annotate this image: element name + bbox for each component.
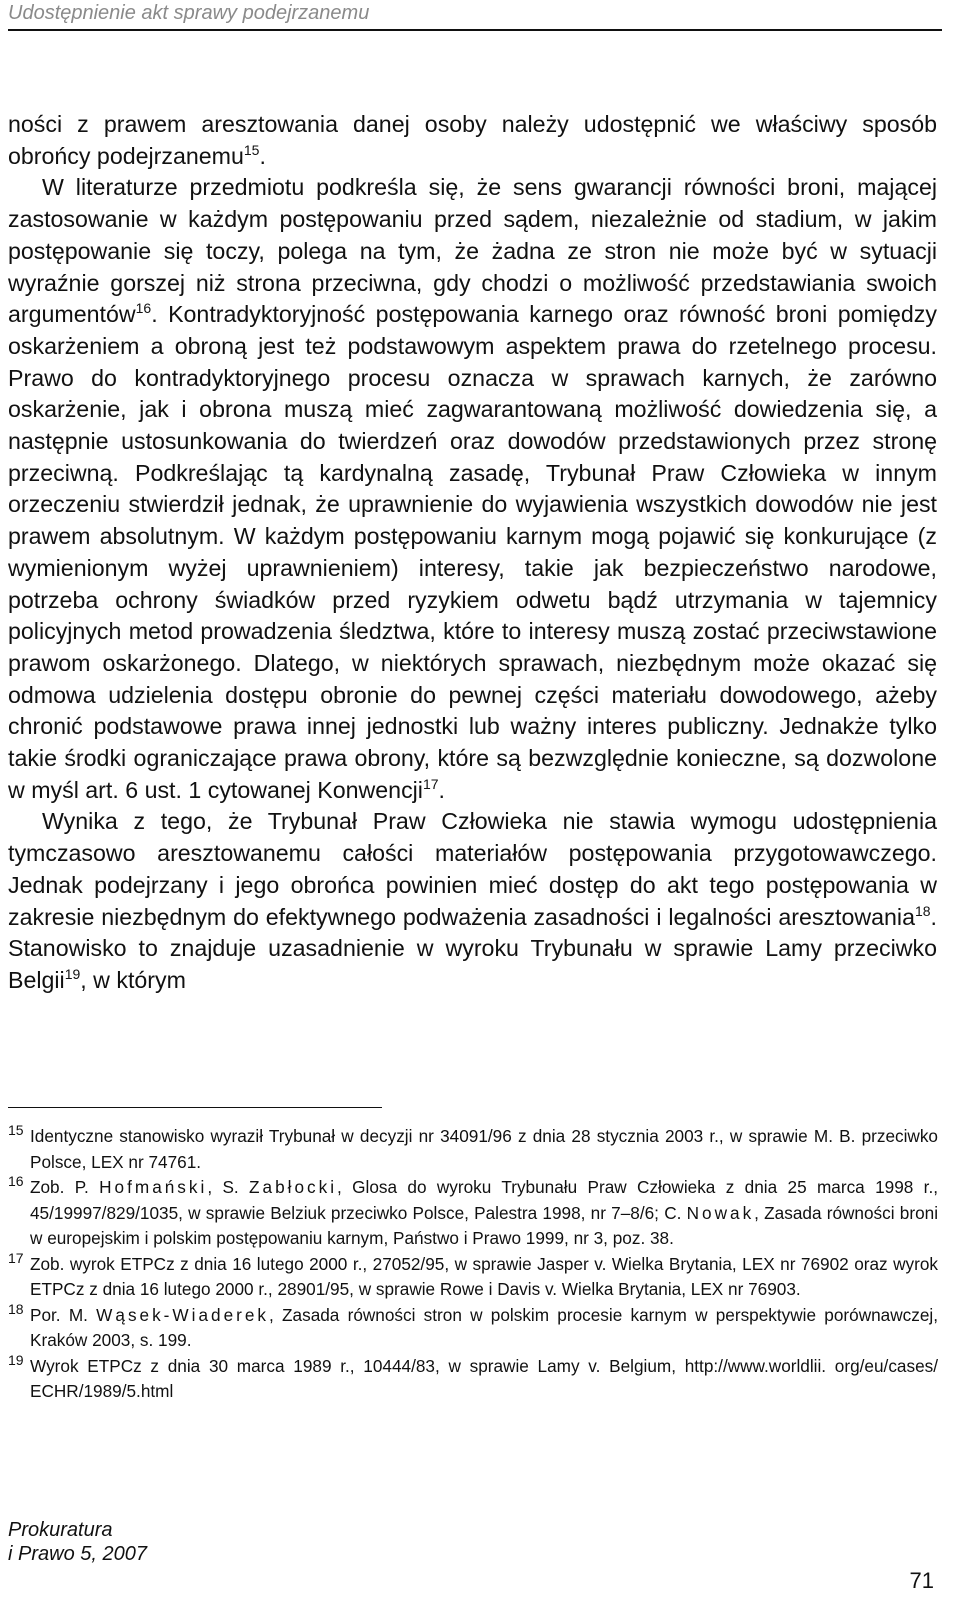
footnote-number: 18 <box>8 1300 24 1317</box>
footnote-run: , Glosa do wyroku Trybunału Praw Człowieka z dnia 25 marca 1998 r., 45/19997/829/1035, w sprawie Belziuk przeciwko Polsce, Palestra 1998, nr 7–8/6; C. <box>30 1177 938 1223</box>
journal-name <box>8 1518 147 1566</box>
text-run: W literaturze przedmiotu podkreśla się, że sens gwarancji równości broni, mającej zastosowanie w każdym postępowaniu przed sądem, niezależnie od stadium, w jakim postępowanie się toczy, polega na tym, że żadna ze stron nie może być w sytuacji wyraźnie gorszej niż strona przeciwna, gdy chodzi o możliwość przedstawiania swoich argumentów <box>8 174 937 328</box>
footnote-run: Zob. P. <box>30 1177 100 1197</box>
footnote-number: 17 <box>8 1249 24 1266</box>
footnote <box>8 1351 938 1405</box>
footnote-run: , Zasada równości stron w polskim procesie karnym w perspektywie porównawczej, Kraków 2003, s. 199. <box>30 1304 938 1350</box>
text-run: . <box>438 776 445 803</box>
footnote-text <box>30 1305 938 1351</box>
author-name: Hofmański <box>99 1177 208 1197</box>
footnote-run: Identyczne stanowisko wyraził Trybunał w decyzji nr 34091/96 z dnia 28 stycznia 2003 r., w sprawie M. B. przeciwko Polsce, LEX nr 74761. <box>30 1126 938 1172</box>
footnote-run: Por. M. <box>30 1304 97 1325</box>
text-run: . <box>259 142 266 169</box>
journal-line: Prokuratura <box>8 1519 113 1541</box>
footnote-ref: 16 <box>135 300 152 317</box>
footnote-text <box>30 1126 938 1172</box>
footnote-ref: 18 <box>914 902 931 919</box>
footnote-ref: 17 <box>422 775 439 792</box>
paragraph <box>8 109 937 172</box>
footnote-text <box>30 1177 938 1248</box>
footnotes <box>8 1124 938 1405</box>
footnote-rule <box>8 1107 382 1108</box>
paragraph <box>8 806 937 996</box>
footnote <box>8 1124 938 1175</box>
footnote <box>8 1249 938 1303</box>
text-run: Wynika z tego, że Trybunał Praw Człowieka nie stawia wymogu udostępnienia tymczasowo aresztowanemu całości materiałów postępowania przygotowawczego. Jednak podejrzany i jego obrońca powinien mieć dostęp do akt tego postępowania w zakresie niezbędnym do efektywnego podważenia zasadności i legalności aresztowania <box>8 808 937 930</box>
footnote-run: Zob. wyrok ETPCz z dnia 16 lutego 2000 r., 27052/95, w sprawie Jasper v. Wielka Brytania, LEX nr 76902 oraz wyrok ETPCz z dnia 16 lutego 2000 r., 28901/95, w sprawie Rowe i Davis v. Wielka Brytania, LEX nr 76903. <box>30 1253 938 1299</box>
footnote-text <box>30 1356 938 1402</box>
footnote-number: 16 <box>8 1173 24 1189</box>
text-run: . Kontradyktoryjność postępowania karnego oraz równość broni pomiędzy oskarżeniem a obroną jest też podstawowym aspektem prawa do rzetelnego procesu. Prawo do kontradyktoryjnego procesu oznacza w sprawach karnych, że zarówno oskarżenie, jak i obrona muszą mieć zagwarantowaną możliwość dowiedzenia się, a następnie ustosunkowania do twierdzeń oraz dowodów przedstawionych przez stronę przeciwną. Podkreślając tą kardynalną zasadę, Trybunał Praw Człowieka w innym orzeczeniu stwierdził jednak, że uprawnienie do wyjawienia wszystkich dowodów nie jest prawem absolutnym. W każdym postępowaniu karnym mogą pojawić się konkurujące (z wymienionym wyżej uprawnieniem) interesy, takie jak bezpieczeństwo narodowe, potrzeba ochrony świadków przed ryzykiem odwetu bądź utrzymania w tajemnicy policyjnych metod prowadzenia śledztwa, które to interesy muszą zostać przeciwstawione prawom oskarżonego. Dlatego, w niektórych sprawach, niezbędnym może okazać się odmowa udzielenia dostępu obronie do pewnej części materiału dowodowego, ażeby chronić podstawowe prawa innej jednostki lub ważny interes publiczny. Jednakże tylko takie środki ograniczające prawa obrony, które są bezwzględnie konieczne, są dozwolone w myśl art. 6 ust. 1 cytowanej Konwencji <box>8 301 937 803</box>
text-run: . Stanowisko to znajduje uzasadnienie w wyroku Trybunału w sprawie Lamy przeciwko Belgii <box>8 903 937 993</box>
footnote <box>8 1300 938 1354</box>
footnote-run: Wyrok ETPCz z dnia 30 marca 1989 r., 10444/83, w sprawie Lamy v. Belgium, http://www.worldlii. org/eu/cases/ ECHR/1989/5.html <box>30 1355 938 1401</box>
header-rule <box>8 29 942 31</box>
footnote-run: , S. <box>207 1177 250 1197</box>
footnote-text <box>30 1254 938 1300</box>
body-text <box>8 109 937 997</box>
page-number: 71 <box>909 1568 934 1593</box>
journal-issue: i Prawo 5, 2007 <box>8 1543 147 1565</box>
author-name: Zabłocki <box>249 1177 338 1197</box>
author-name: Wąsek-Wiaderek <box>96 1304 270 1325</box>
footnote-number: 19 <box>8 1351 24 1368</box>
text-run: , w którym <box>80 966 186 993</box>
author-name: Nowak <box>686 1202 755 1223</box>
footnote-number: 15 <box>8 1122 24 1138</box>
footnote-ref: 19 <box>64 965 81 982</box>
paragraph <box>8 172 937 806</box>
footnote-run: , Zasada równości broni w europejskim i polskim postępowaniu karnym, Państwo i Prawo 1999, nr 3, poz. 38. <box>30 1202 939 1248</box>
footnote-ref: 15 <box>243 141 260 158</box>
running-title: Udostępnienie akt sprawy podejrzanemu <box>8 2 370 24</box>
footnote <box>8 1175 938 1252</box>
text-run: ności z prawem aresztowania danej osoby należy udostępnić we właściwy sposób obrońcy podejrzanemu <box>8 111 937 169</box>
